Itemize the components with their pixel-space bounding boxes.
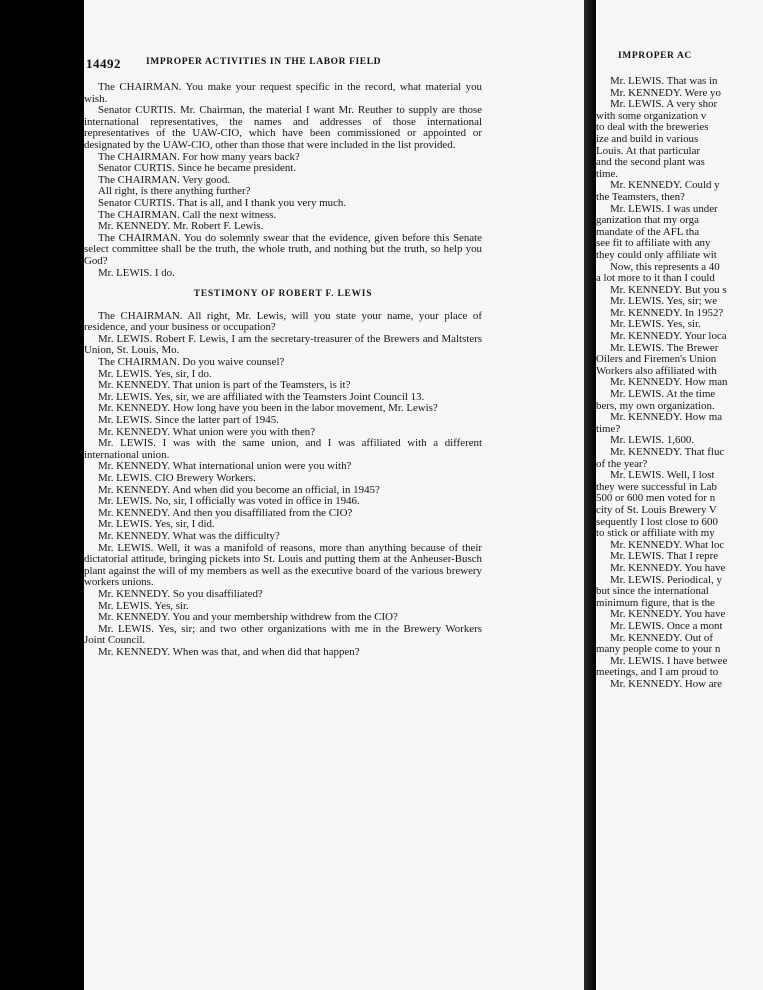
paragraph: sequently I lost close to 600 [596,515,718,528]
paragraph: bers, my own organization. [596,399,715,412]
paragraph: Mr. LEWIS. Yes, sir. [610,318,701,331]
paragraph: Mr. LEWIS. Robert F. Lewis, I am the secretary-treasurer of the Brewers and Maltsters Union, St. Louis, Mo. [84,332,482,357]
paragraph: Mr. KENNEDY. You and your membership withdrew from the CIO? [98,611,398,624]
paragraph: All right, is there anything further? [98,185,251,198]
paragraph: Mr. KENNEDY. How ma [610,411,723,424]
paragraph: time. [596,167,619,180]
paragraph: Mr. KENNEDY. Out of [610,631,713,644]
paragraph: of the year? [596,457,648,470]
paragraph: Mr. KENNEDY. How man [610,376,728,389]
left-page-text [84,82,482,659]
paragraph: Mr. LEWIS. That was in [610,75,718,87]
right-running-head: IMPROPER AC [618,51,692,61]
left-page-header [86,56,506,72]
paragraph: city of St. Louis Brewery V [596,503,717,516]
paragraph: minimum figure, that is the [596,596,715,609]
paragraph: Mr. KENNEDY. That union is part of the Teamsters, is it? [98,379,351,392]
paragraph: the Teamsters, then? [596,190,685,203]
paragraph: Mr. LEWIS. A very shor [610,98,718,111]
paragraph: Mr. LEWIS. I do. [98,266,175,279]
paragraph: but since the international [596,585,709,598]
paragraph: Mr. LEWIS. I was with the same union, and I was affiliated with a different international union. [84,437,482,461]
paragraph: Senator CURTIS. Mr. Chairman, the material I want Mr. Reuther to supply are those international representatives, the names and addresses of those international representatives of the UAW-CIO, which have been commissioned or appointed or designated by the UAW-CIO, other than those that were included in the list provided. [84,104,482,151]
paragraph: The CHAIRMAN. Call the next witness. [98,208,277,221]
paragraphs-before [84,82,482,279]
paragraph: Mr. KENNEDY. How are [610,677,723,690]
paragraph: Mr. LEWIS. Periodical, y [610,573,722,586]
paragraph: Senator CURTIS. Since he became president. [98,162,297,175]
paragraph: Mr. LEWIS. That I repre [610,550,719,563]
paragraph: Now, this represents a 40 [610,260,720,273]
paragraph: Mr. KENNEDY. When was that, and when did that happen? [98,645,360,658]
paragraph: ize and build in various [596,132,699,145]
paragraph: 500 or 600 men voted for n [596,492,716,505]
paragraph: Mr. KENNEDY. And then you disaffiliated from the CIO? [98,506,353,519]
paragraph: Mr. KENNEDY. Were yo [610,86,721,99]
paragraph: Mr. KENNEDY. How long have you been in the labor movement, Mr. Lewis? [98,402,438,415]
paragraph: Mr. LEWIS. Yes, sir, I do. [98,367,212,380]
paragraph: The CHAIRMAN. For how many years back? [98,150,300,163]
paragraph: Mr. KENNEDY. That fluc [610,446,725,458]
paragraph: Mr. LEWIS. I have betwee [610,654,728,667]
paragraph: Mr. LEWIS. 1,600. [610,434,695,447]
paragraph: mandate of the AFL tha [596,225,700,238]
paragraph: Mr. LEWIS. Yes, sir; and two other organizations with me in the Brewery Workers Joint Council. [84,622,482,647]
paragraph: Mr. LEWIS. Yes, sir; we [610,295,718,308]
paragraph: The CHAIRMAN. Very good. [98,173,230,186]
paragraph: Mr. LEWIS. Yes, sir, I did. [98,518,215,531]
paragraph: ganization that my orga [596,214,699,227]
running-head: IMPROPER ACTIVITIES IN THE LABOR FIELD [146,57,382,67]
paragraph: Mr. LEWIS. Since the latter part of 1945. [98,414,279,427]
paragraph: to stick or affiliate with my [596,527,715,540]
paragraph: and the second plant was [596,156,705,169]
right-page [596,0,763,990]
paragraph: The CHAIRMAN. All right, Mr. Lewis, will you state your name, your place of residence, and your business or occupation? [84,309,482,334]
right-page-text [596,76,763,690]
paragraph: Mr. KENNEDY. You have [610,608,726,621]
paragraph: many people come to your n [596,643,721,656]
paragraph: Mr. LEWIS. No, sir, I officially was voted in office in 1946. [98,495,360,508]
paragraph: Mr. LEWIS. Well, it was a manifold of reasons, more than anything because of their dictatorial attitude, bringing pickets into St. Louis and putting them at the Anheuser-Busch plant against the will of my members as well as the executive board of the various brewery workers unions. [84,541,482,589]
paragraph: Mr. KENNEDY. What international union were you with? [98,460,352,473]
paragraph: a lot more to it than I could [596,272,715,285]
paragraph: Mr. KENNEDY. But you s [610,283,727,296]
paragraphs-after [84,311,482,659]
paragraph: Mr. LEWIS. I was under [610,202,718,215]
paragraph: Oilers and Firemen's Union [596,353,717,366]
paragraph: with some organization v [596,109,707,122]
paragraph: they were successful in Lab [596,480,717,493]
paragraph: Mr. KENNEDY. So you disaffiliated? [98,587,263,600]
book-gutter [584,0,596,990]
paragraph: Mr. LEWIS. The Brewer [610,341,719,354]
paragraph: they could only affiliate wit [596,248,717,261]
paragraph: Mr. LEWIS. Well, I lost [610,469,715,482]
page-number: 14492 [86,56,121,71]
paragraph: Mr. KENNEDY. What loc [610,538,725,551]
paragraph: Louis. At that particular [596,144,701,157]
paragraph: Mr. KENNEDY. What union were you with then? [98,425,316,438]
paragraph: Mr. LEWIS. CIO Brewery Workers. [98,472,256,484]
paragraph: Mr. KENNEDY. Your loca [610,330,727,343]
paragraph: Mr. KENNEDY. In 1952? [610,306,724,319]
paragraph: Mr. LEWIS. Once a mont [610,619,723,632]
paragraph: Mr. LEWIS. Yes, sir. [98,599,189,612]
paragraph: The CHAIRMAN. You do solemnly swear that the evidence, given before this Senate select committee shall be the truth, the whole truth, and nothing but the truth, so help you God? [84,231,482,267]
paragraph: Mr. LEWIS. Yes, sir, we are affiliated with the Teamsters Joint Council 13. [98,390,425,403]
paragraph: Senator CURTIS. That is all, and I thank you very much. [98,196,347,209]
paragraph: Workers also affiliated with [596,364,717,377]
paragraph: to deal with the breweries [596,121,709,134]
paragraph: Mr. KENNEDY. And when did you become an official, in 1945? [98,483,380,496]
paragraph: time? [596,422,621,435]
paragraph: Mr. KENNEDY. You have [610,561,726,574]
paragraph: Mr. KENNEDY. Mr. Robert F. Lewis. [98,220,264,233]
paragraph: The CHAIRMAN. Do you waive counsel? [98,356,285,369]
paragraph: The CHAIRMAN. You make your request specific in the record, what material you wish. [84,81,482,105]
paragraph: Mr. KENNEDY. Could y [610,179,720,192]
section-heading: TESTIMONY OF ROBERT F. LEWIS [193,289,373,300]
paragraph: Mr. LEWIS. At the time [610,388,716,401]
paragraph: meetings, and I am proud to [596,666,719,679]
paragraph: Mr. KENNEDY. What was the difficulty? [98,529,280,542]
paragraph: see fit to affiliate with any [596,237,711,250]
